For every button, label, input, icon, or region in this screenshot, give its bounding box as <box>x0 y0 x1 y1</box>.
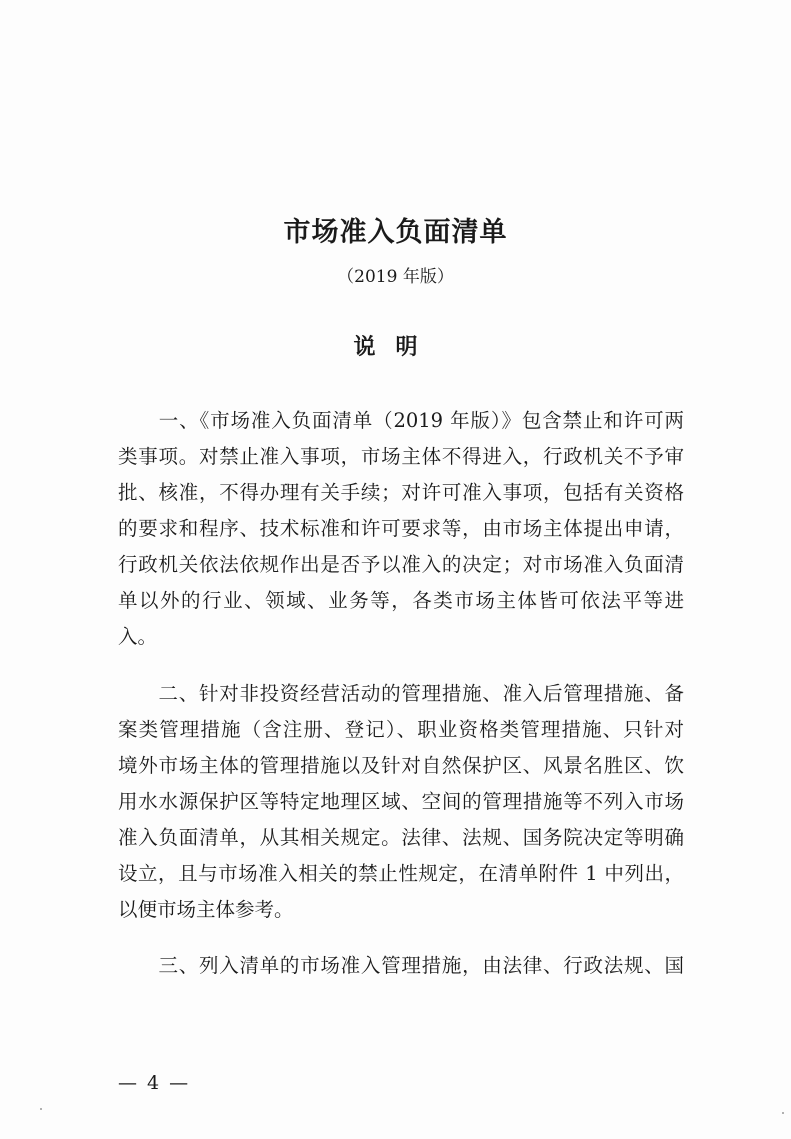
document-title: 市场准入负面清单 <box>283 217 508 248</box>
scan-speck <box>40 1108 42 1110</box>
paragraph-line: 境外市场主体的管理措施以及针对自然保护区、风景名胜区、饮 <box>118 754 684 777</box>
paragraph-line: 用水水源保护区等特定地理区域、空间的管理措施等不列入市场 <box>118 790 684 813</box>
paragraph-line: 案类管理措施（含注册、登记）、职业资格类管理措施、只针对 <box>118 718 684 741</box>
paragraph-2 <box>118 676 684 928</box>
paragraph-3 <box>118 948 684 984</box>
paragraph-line: 二、针对非投资经营活动的管理措施、准入后管理措施、备 <box>118 682 684 705</box>
page-number: — 4 — <box>118 1072 191 1094</box>
paragraph-line: 单以外的行业、领域、业务等，各类市场主体皆可依法平等进 <box>118 589 684 612</box>
paragraph-line: 以便市场主体参考。 <box>118 898 294 921</box>
paragraph-line: 设立，且与市场准入相关的禁止性规定，在清单附件 1 中列出， <box>118 862 684 885</box>
paragraph-line: 类事项。对禁止准入事项，市场主体不得进入，行政机关不予审 <box>118 445 684 468</box>
paragraph-line: 一、《市场准入负面清单（2019 年版）》包含禁止和许可两 <box>118 409 684 432</box>
section-heading: 说明 <box>353 335 438 360</box>
paragraph-1 <box>118 403 684 655</box>
paragraph-line: 入。 <box>118 625 158 648</box>
scan-speck <box>782 1112 784 1114</box>
paragraph-line: 行政机关依法依规作出是否予以准入的决定；对市场准入负面清 <box>118 553 684 576</box>
paragraph-line: 批、核准，不得办理有关手续；对许可准入事项，包括有关资格 <box>118 481 684 504</box>
paragraph-line: 三、列入清单的市场准入管理措施，由法律、行政法规、国 <box>118 954 684 977</box>
paragraph-line: 的要求和程序、技术标准和许可要求等，由市场主体提出申请， <box>118 517 684 540</box>
document-edition: （2019 年版） <box>337 267 454 287</box>
paragraph-line: 准入负面清单，从其相关规定。法律、法规、国务院决定等明确 <box>118 826 684 849</box>
